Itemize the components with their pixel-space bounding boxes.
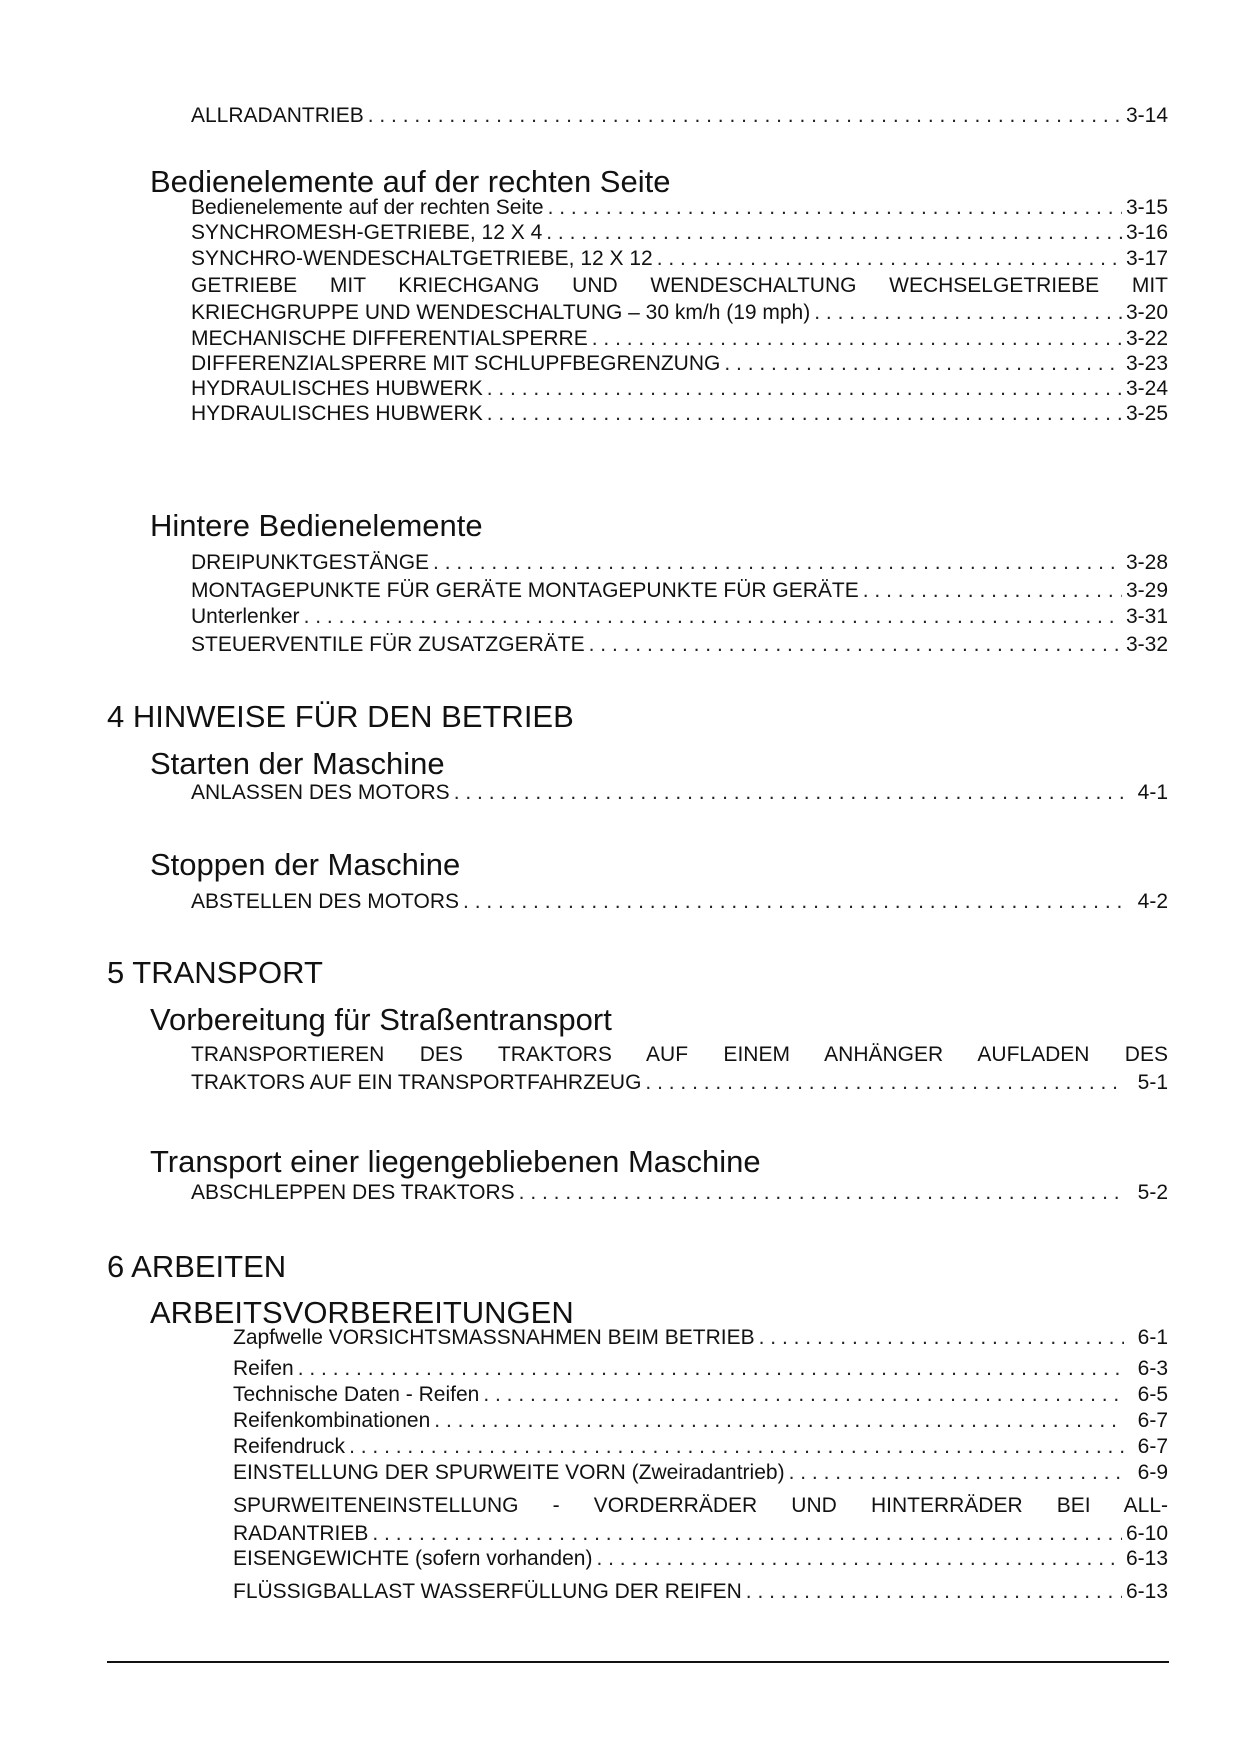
toc-entry-title: Bedienelemente auf der rechten Seite [191, 196, 544, 219]
toc-entry[interactable] [191, 376, 1168, 402]
toc-entry-page: 3-25 [1125, 402, 1168, 425]
toc-entry-page: 4-1 [1137, 781, 1168, 804]
dot-leader [298, 1356, 1124, 1382]
toc-entry[interactable] [191, 604, 1168, 630]
toc-entry-title: ABSTELLEN DES MOTORS [191, 890, 460, 913]
chapter-heading-5: 5 TRANSPORT [107, 955, 323, 990]
toc-entry-page: 3-20 [1125, 301, 1168, 324]
section-heading-hintere: Hintere Bedienelemente [150, 508, 483, 543]
toc-entry-title: Unterlenker [191, 605, 300, 628]
dot-leader [372, 1521, 1122, 1547]
toc-entry-page: 3-14 [1125, 104, 1168, 127]
toc-entry-page: 3-17 [1125, 247, 1168, 270]
dot-leader [548, 195, 1122, 221]
dot-leader [304, 604, 1122, 630]
toc-entry[interactable] [191, 1070, 1168, 1096]
toc-entry-page: 3-15 [1125, 196, 1168, 219]
toc-entry-page: 3-29 [1125, 579, 1168, 602]
toc-entry[interactable] [191, 780, 1168, 806]
dot-leader [483, 1382, 1124, 1408]
section-heading-liegengeblieben: Transport einer liegengebliebenen Maschine [150, 1144, 761, 1179]
toc-entry[interactable] [191, 1180, 1168, 1206]
chapter-heading-4: 4 HINWEISE FÜR DEN BETRIEB [107, 699, 574, 734]
toc-entry-title: ABSCHLEPPEN DES TRAKTORS [191, 1181, 515, 1204]
toc-entry-title-line1: TRANSPORTIEREN DES TRAKTORS AUF EINEM ANHÄNGER AUFLADEN DES [191, 1043, 1168, 1066]
toc-entry-page: 6-1 [1137, 1326, 1168, 1349]
toc-entry-title-line1: GETRIEBE MIT KRIECHGANG UND WENDESCHALTUNG WECHSELGETRIEBE MIT [191, 274, 1168, 297]
footer-rule [107, 1661, 1169, 1663]
toc-entry-page: 3-23 [1125, 352, 1168, 375]
toc-entry[interactable] [233, 1356, 1168, 1382]
toc-entry-title: ALLRADANTRIEB [191, 104, 364, 127]
toc-entry[interactable] [233, 1546, 1168, 1572]
toc-entry-page: 3-16 [1125, 221, 1168, 244]
dot-leader [657, 246, 1122, 272]
dot-leader [487, 376, 1122, 402]
toc-entry-title: KRIECHGRUPPE UND WENDESCHALTUNG – 30 km/h (19 mph) [191, 301, 811, 324]
toc-entry-page: 4-2 [1137, 890, 1168, 913]
toc-entry-title: HYDRAULISCHES HUBWERK [191, 402, 483, 425]
chapter-heading-6: 6 ARBEITEN [107, 1249, 287, 1284]
dot-leader [349, 1434, 1124, 1460]
toc-entry[interactable] [191, 326, 1168, 352]
section-heading-arbeitsvorbereitungen: ARBEITSVORBEREITUNGEN [150, 1295, 574, 1330]
dot-leader [592, 326, 1122, 352]
toc-entry-page: 6-5 [1137, 1383, 1168, 1406]
toc-entry-title: TRAKTORS AUF EIN TRANSPORTFAHRZEUG [191, 1071, 642, 1094]
toc-entry[interactable] [191, 578, 1168, 604]
toc-entry[interactable] [233, 1325, 1168, 1351]
toc-entry-title: MONTAGEPUNKTE FÜR GERÄTE MONTAGEPUNKTE FÜR GERÄTE [191, 579, 859, 602]
toc-entry-title: STEUERVENTILE FÜR ZUSATZGERÄTE [191, 633, 585, 656]
toc-entry[interactable] [191, 246, 1168, 272]
dot-leader [863, 578, 1122, 604]
toc-entry-title-line1: SPURWEITENEINSTELLUNG - VORDERRÄDER UND HINTERRÄDER BEI ALL- [233, 1494, 1168, 1517]
dot-leader [645, 1070, 1124, 1096]
toc-entry-title: EISENGEWICHTE (sofern vorhanden) [233, 1547, 593, 1570]
toc-entry-title: Reifen [233, 1357, 294, 1380]
toc-entry[interactable] [233, 1460, 1168, 1486]
toc-entry-title: FLÜSSIGBALLAST WASSERFÜLLUNG DER REIFEN [233, 1580, 742, 1603]
toc-entry-title: ANLASSEN DES MOTORS [191, 781, 450, 804]
toc-entry-title: Reifendruck [233, 1435, 346, 1458]
toc-entry-page: 3-28 [1125, 551, 1168, 574]
section-heading-starten: Starten der Maschine [150, 746, 445, 781]
dot-leader [368, 103, 1122, 129]
dot-leader [433, 550, 1122, 576]
section-heading-stoppen: Stoppen der Maschine [150, 847, 461, 882]
toc-entry[interactable] [191, 300, 1168, 326]
toc-entry[interactable] [233, 1382, 1168, 1408]
toc-entry-page: 3-32 [1125, 633, 1168, 656]
toc-entry[interactable] [233, 1521, 1168, 1547]
toc-entry-title: DREIPUNKTGESTÄNGE [191, 551, 430, 574]
toc-entry-title: Reifenkombinationen [233, 1409, 431, 1432]
dot-leader [724, 351, 1122, 377]
toc-entry-page: 6-13 [1125, 1547, 1168, 1570]
toc-entry-page: 6-7 [1137, 1435, 1168, 1458]
toc-entry-title: RADANTRIEB [233, 1522, 369, 1545]
toc-entry-page: 3-31 [1125, 605, 1168, 628]
toc-entry-page: 5-2 [1137, 1181, 1168, 1204]
toc-entry[interactable] [191, 550, 1168, 576]
toc-entry-page: 6-3 [1137, 1357, 1168, 1380]
toc-entry-title: Zapfwelle VORSICHTSMASSNAHMEN BEIM BETRIEB [233, 1326, 755, 1349]
section-heading-vorbereitung: Vorbereitung für Straßentransport [150, 1002, 612, 1037]
toc-entry-title: MECHANISCHE DIFFERENTIALSPERRE [191, 327, 588, 350]
toc-entry-page: 6-10 [1125, 1522, 1168, 1545]
toc-entry-title: SYNCHRO-WENDESCHALTGETRIEBE, 12 X 12 [191, 247, 653, 270]
toc-entry-page: 6-7 [1137, 1409, 1168, 1432]
dot-leader [454, 780, 1124, 806]
toc-entry[interactable] [191, 195, 1168, 221]
toc-entry-title: Technische Daten - Reifen [233, 1383, 480, 1406]
toc-entry[interactable] [233, 1579, 1168, 1605]
dot-leader [746, 1579, 1122, 1605]
toc-entry[interactable] [191, 632, 1168, 658]
dot-leader [519, 1180, 1124, 1206]
section-heading-rechte-seite: Bedienelemente auf der rechten Seite [150, 164, 671, 199]
dot-leader [546, 220, 1122, 246]
dot-leader [759, 1325, 1124, 1351]
toc-entry-title: DIFFERENZIALSPERRE MIT SCHLUPFBEGRENZUNG [191, 352, 721, 375]
toc-entry[interactable] [233, 1408, 1168, 1434]
toc-entry-page: 6-13 [1125, 1580, 1168, 1603]
toc-entry[interactable] [191, 889, 1168, 915]
toc-entry[interactable] [191, 351, 1168, 377]
toc-entry-page: 6-9 [1137, 1461, 1168, 1484]
toc-entry[interactable] [191, 220, 1168, 246]
toc-entry[interactable] [191, 401, 1168, 427]
dot-leader [814, 300, 1122, 326]
dot-leader [589, 632, 1122, 658]
dot-leader [434, 1408, 1124, 1434]
toc-entry-page: 3-22 [1125, 327, 1168, 350]
dot-leader [789, 1460, 1124, 1486]
toc-entry[interactable] [233, 1434, 1168, 1460]
dot-leader [487, 401, 1122, 427]
toc-entry-title: EINSTELLUNG DER SPURWEITE VORN (Zweiradantrieb) [233, 1461, 785, 1484]
toc-entry-title: HYDRAULISCHES HUBWERK [191, 377, 483, 400]
toc-entry-title: SYNCHROMESH-GETRIEBE, 12 X 4 [191, 221, 543, 244]
toc-entry-page: 5-1 [1137, 1071, 1168, 1094]
dot-leader [463, 889, 1124, 915]
toc-entry-page: 3-24 [1125, 377, 1168, 400]
dot-leader [596, 1546, 1122, 1572]
toc-entry-allradantrieb[interactable] [191, 103, 1168, 129]
